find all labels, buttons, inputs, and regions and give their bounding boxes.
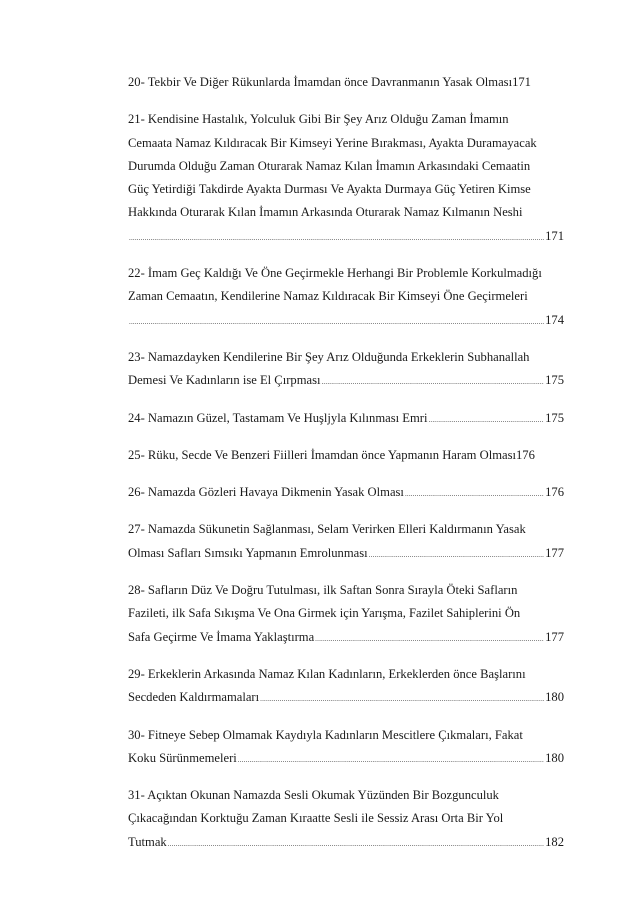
toc-page-number: 182 — [545, 834, 564, 849]
toc-entry-line: Çıkacağından Korktuğu Zaman Kıraatte Sesli ile Sessiz Arası Orta Bir Yol — [128, 811, 504, 826]
toc-page-number: 177 — [545, 629, 564, 644]
toc-dot-leader — [129, 311, 544, 332]
toc-dot-leader — [315, 628, 544, 649]
toc-entry-line: 28- Safların Düz Ve Doğru Tutulması, ilk Saftan Sonra Sırayla Öteki Safların — [128, 583, 518, 598]
toc-page-number: 180 — [545, 750, 564, 765]
toc-entry-line: 22- İmam Geç Kaldığı Ve Öne Geçirmekle Herhangi Bir Problemle Korkulmadığı — [128, 266, 542, 281]
toc-entry-21 — [128, 108, 564, 248]
toc-entry-last-line — [128, 225, 564, 248]
toc-entry-last-line — [128, 626, 564, 649]
toc-entry-last-line — [128, 542, 564, 565]
toc-entry-line: Durumda Olduğu Zaman Oturarak Namaz Kılan İmamın Arkasındaki Cemaatin — [128, 158, 531, 173]
toc-entry-last-line — [128, 309, 564, 332]
toc-entry-title: 26- Namazda Gözleri Havaya Dikmenin Yasak Olması — [128, 485, 404, 500]
toc-entry-last-line — [128, 747, 564, 770]
table-of-contents — [128, 71, 564, 868]
toc-entry-last-line — [128, 481, 564, 504]
toc-entry-23 — [128, 346, 564, 393]
toc-entry-line: 27- Namazda Sükunetin Sağlanması, Selam Verirken Elleri Kaldırmanın Yasak — [128, 522, 526, 537]
toc-page-number: 171 — [512, 75, 531, 89]
toc-page-number: 171 — [545, 228, 564, 243]
toc-page-number: 177 — [545, 545, 564, 560]
toc-page-number: 175 — [545, 410, 564, 425]
toc-entry-30 — [128, 724, 564, 771]
toc-entry-line: 30- Fitneye Sebep Olmamak Kaydıyla Kadınların Mescitlere Çıkmaları, Fakat — [128, 727, 523, 742]
toc-dot-leader — [260, 688, 544, 709]
toc-entry-line: 23- Namazdayken Kendilerine Bir Şey Arız Olduğunda Erkeklerin Subhanallah — [128, 349, 530, 364]
toc-page-number: 174 — [545, 312, 564, 327]
toc-entry-last-line — [128, 71, 564, 94]
toc-entry-last-line — [128, 686, 564, 709]
toc-entry-line: Cemaata Namaz Kıldıracak Bir Kimseyi Yerine Bırakması, Ayakta Duramayacak — [128, 135, 537, 150]
toc-page-number: 180 — [545, 690, 564, 705]
toc-entry-line: 21- Kendisine Hastalık, Yolculuk Gibi Bir Şey Arız Olduğu Zaman İmamın — [128, 112, 509, 127]
toc-entry-24 — [128, 407, 564, 430]
toc-entry-27 — [128, 518, 564, 565]
toc-entry-26 — [128, 481, 564, 504]
toc-entry-title: Demesi Ve Kadınların ise El Çırpması — [128, 373, 321, 388]
toc-dot-leader — [428, 409, 544, 430]
toc-entry-line: Zaman Cemaatın, Kendilerine Namaz Kıldıracak Bir Kimseyi Öne Geçirmeleri — [128, 289, 528, 304]
toc-entry-line: 31- Açıktan Okunan Namazda Sesli Okumak Yüzünden Bir Bozgunculuk — [128, 788, 499, 803]
toc-entry-last-line — [128, 407, 564, 430]
toc-entry-title: Koku Sürünmemeleri — [128, 750, 237, 765]
toc-entry-line: Hakkında Oturarak Kılan İmamın Arkasında Oturarak Namaz Kılmanın Neshi — [128, 205, 523, 220]
toc-dot-leader — [238, 749, 544, 770]
toc-entry-29 — [128, 663, 564, 710]
toc-entry-title: 25- Rüku, Secde Ve Benzeri Fiilleri İmamdan önce Yapmanın Haram Olması — [128, 447, 516, 462]
toc-dot-leader — [369, 544, 544, 565]
toc-dot-leader — [168, 833, 544, 854]
toc-dot-leader — [405, 483, 544, 504]
toc-entry-title: Safa Geçirme Ve İmama Yaklaştırma — [128, 629, 315, 644]
toc-entry-31 — [128, 784, 564, 854]
toc-entry-title: 20- Tekbir Ve Diğer Rükunlarda İmamdan önce Davranmanın Yasak Olması — [128, 75, 513, 89]
toc-page-number: 176 — [545, 485, 564, 500]
toc-entry-title: Tutmak — [128, 834, 167, 849]
toc-entry-line: Fazileti, ilk Safa Sıkışma Ve Ona Girmek için Yarışma, Fazilet Sahiplerini Ön — [128, 606, 521, 621]
toc-entry-line: Güç Yetirdiği Takdirde Ayakta Durması Ve Ayakta Durmaya Güç Yetiren Kimse — [128, 182, 531, 197]
toc-page-number: 176 — [516, 447, 535, 462]
toc-entry-title: 24- Namazın Güzel, Tastamam Ve Huşljyla Kılınması Emri — [128, 410, 428, 425]
toc-entry-22 — [128, 262, 564, 332]
toc-entry-title: Olması Safları Sımsıkı Yapmanın Emrolunması — [128, 545, 368, 560]
toc-entry-25 — [128, 444, 564, 467]
toc-entry-title: Secdeden Kaldırmamaları — [128, 690, 260, 705]
toc-entry-last-line — [128, 831, 564, 854]
toc-entry-28 — [128, 579, 564, 649]
toc-entry-20 — [128, 71, 564, 94]
toc-entry-line: 29- Erkeklerin Arkasında Namaz Kılan Kadınların, Erkeklerden önce Başlarını — [128, 666, 526, 681]
toc-entry-last-line — [128, 369, 564, 392]
toc-dot-leader — [321, 371, 544, 392]
toc-page-number: 175 — [545, 373, 564, 388]
toc-dot-leader — [129, 227, 544, 248]
toc-entry-last-line — [128, 444, 564, 467]
